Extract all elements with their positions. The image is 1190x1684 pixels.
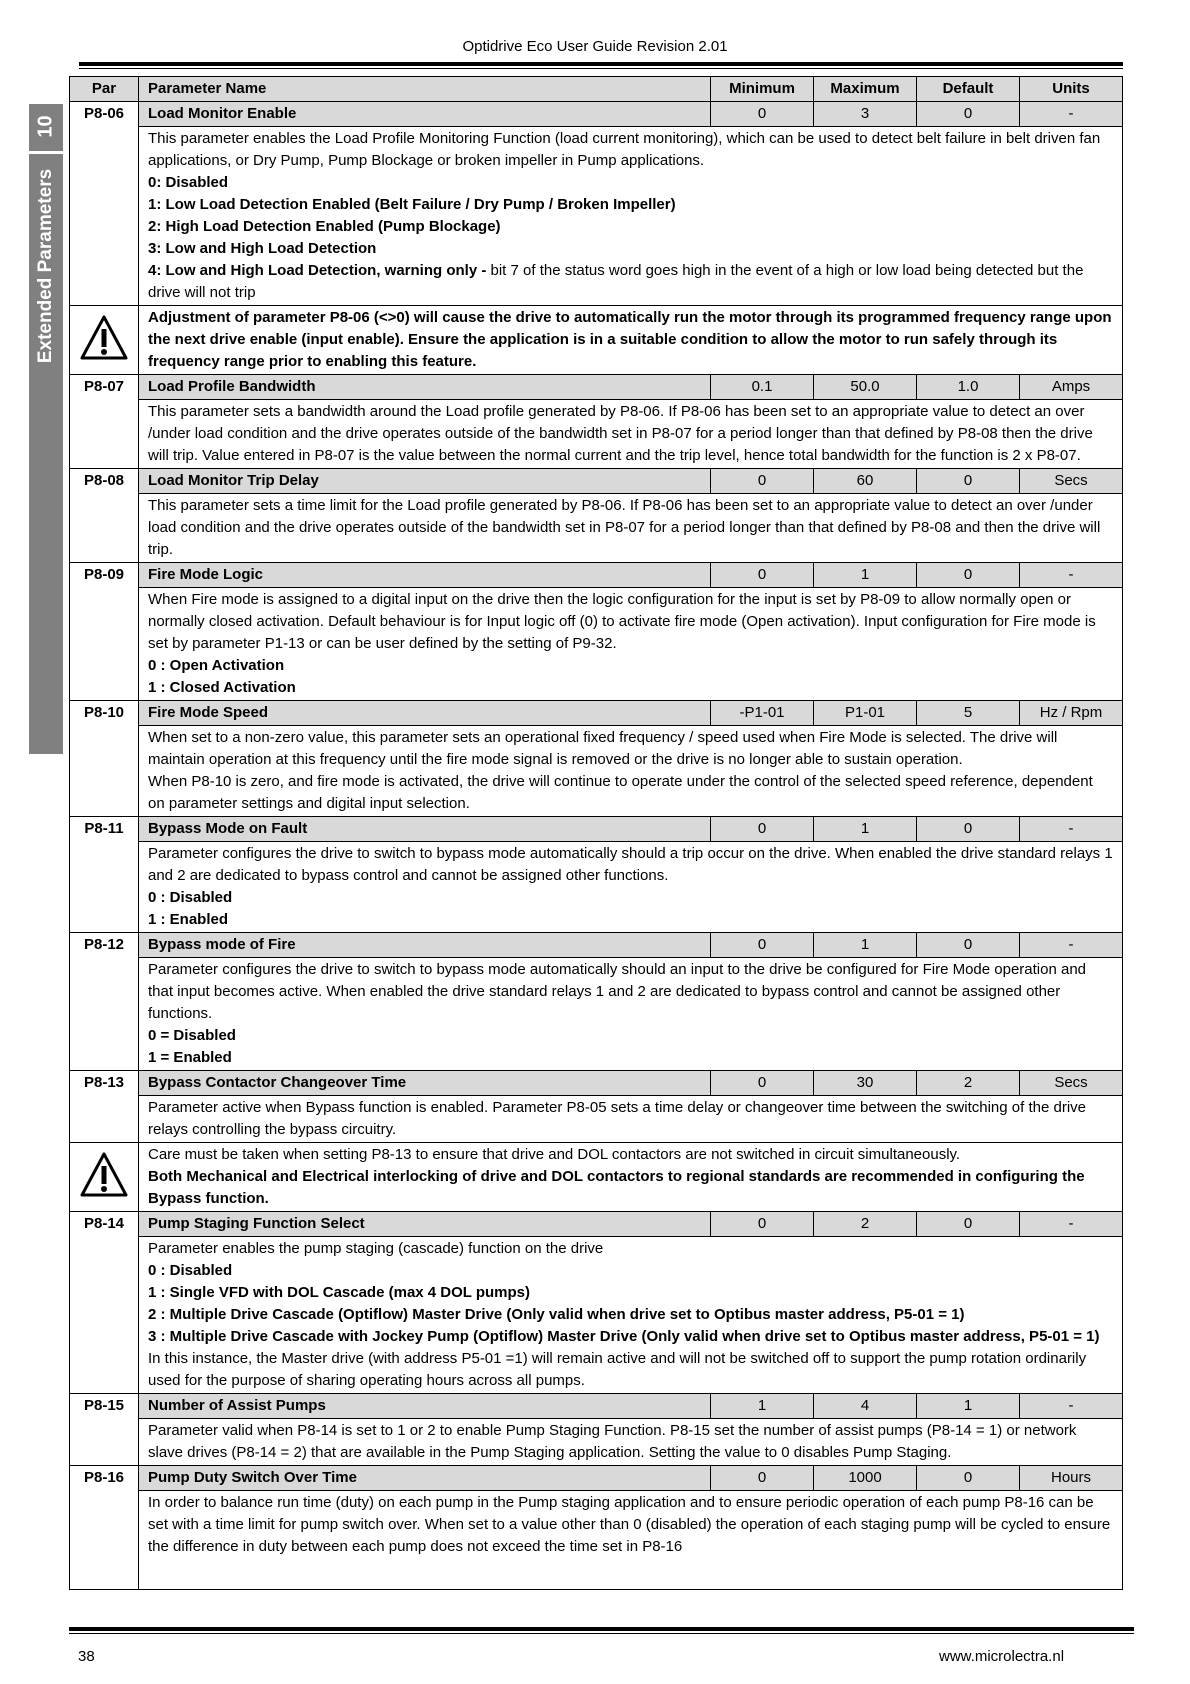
header-units: Units: [1020, 77, 1123, 102]
param-units: Secs: [1020, 1071, 1123, 1096]
param-code: P8-08: [70, 469, 139, 563]
param-row-p8-16: [70, 1466, 1123, 1491]
param-units: Secs: [1020, 469, 1123, 494]
param-units: -: [1020, 102, 1123, 127]
param-row-p8-09: [70, 563, 1123, 588]
param-units: Hours: [1020, 1466, 1123, 1491]
param-min: 0: [711, 102, 814, 127]
param-default: 0: [917, 817, 1020, 842]
param-code: P8-09: [70, 563, 139, 701]
param-max: 30: [814, 1071, 917, 1096]
option: 2 : Multiple Drive Cascade (Optiflow) Master Drive (Only valid when drive set to Optibus master address, P5-01 = 1): [148, 1306, 965, 1323]
param-row-p8-10: [70, 701, 1123, 726]
param-code: P8-07: [70, 375, 139, 469]
param-default: 1.0: [917, 375, 1020, 400]
warning-triangle-icon: [79, 1150, 129, 1198]
option: 4: Low and High Load Detection, warning only - bit 7 of the status word goes high in the event of a high or low load being detected but the drive will not trip: [148, 262, 1084, 301]
param-name: Number of Assist Pumps: [139, 1394, 711, 1419]
param-name: Load Monitor Enable: [139, 102, 711, 127]
option: 1 : Enabled: [148, 911, 229, 928]
param-code: P8-10: [70, 701, 139, 817]
side-tab-chapter: 10: [29, 104, 63, 149]
param-row-p8-15: [70, 1394, 1123, 1419]
param-row-p8-12: [70, 933, 1123, 958]
param-min: 0: [711, 817, 814, 842]
footer-url: www.microlectra.nl: [939, 1648, 1065, 1665]
param-code: P8-16: [70, 1466, 139, 1590]
param-default: 2: [917, 1071, 1020, 1096]
option: 0 : Disabled: [148, 889, 233, 906]
header-max: Maximum: [814, 77, 917, 102]
param-desc-row-p8-07: [70, 400, 1123, 469]
param-description: Parameter configures the drive to switch to bypass mode automatically should an input to the drive be configured for Fire Mode operation and that input becomes active. When enabled the drive standard relays 1 and 2 are dedicated to bypass control and cannot be assigned other functions. 0 = Disabled 1 = Enabled: [139, 958, 1123, 1071]
param-name: Bypass mode of Fire: [139, 933, 711, 958]
page-header-title: Optidrive Eco User Guide Revision 2.01: [462, 38, 728, 55]
param-desc-row-p8-14: [70, 1237, 1123, 1394]
param-max: P1-01: [814, 701, 917, 726]
header-rule-thin: [79, 68, 1123, 69]
param-min: 0: [711, 933, 814, 958]
param-units: -: [1020, 1394, 1123, 1419]
header-default: Default: [917, 77, 1020, 102]
param-desc-row-p8-06: [70, 127, 1123, 306]
param-name: Fire Mode Logic: [139, 563, 711, 588]
footer-rule-thin: [69, 1633, 1134, 1634]
param-row-p8-11: [70, 817, 1123, 842]
param-units: -: [1020, 1212, 1123, 1237]
param-desc-row-p8-10: [70, 726, 1123, 817]
warning-icon-cell: [70, 306, 139, 375]
param-desc-row-p8-15: [70, 1419, 1123, 1466]
page-number: 38: [78, 1648, 95, 1665]
param-description: This parameter sets a bandwidth around the Load profile generated by P8-06. If P8-06 has been set to an appropriate value to detect an over /under load condition and the drive operates outside of the bandwidth set in P8-07 for a period longer than that defined by P8-08 then the drive will trip. Value entered in P8-07 is the value between the normal current and the trip level, hence total bandwidth for the function is 2 x P8-07.: [139, 400, 1123, 469]
param-code: P8-11: [70, 817, 139, 933]
param-code: P8-13: [70, 1071, 139, 1143]
param-max: 1: [814, 817, 917, 842]
warning-triangle-icon: [79, 313, 129, 361]
param-description: This parameter sets a time limit for the Load profile generated by P8-06. If P8-06 has been set to an appropriate value to detect an over /under load condition and the drive operates outside of the bandwidth set in P8-07 for a period longer than that defined by P8-08 and then the drive will trip.: [139, 494, 1123, 563]
param-desc-row-p8-09: [70, 588, 1123, 701]
warning-text: Adjustment of parameter P8-06 (<>0) will cause the drive to automatically run the motor through its programmed frequency range upon the next drive enable (input enable). Ensure the application is in a suitable condition to allow the motor to run safely through its frequency range prior to enabling this feature.: [139, 306, 1123, 375]
param-code: P8-15: [70, 1394, 139, 1466]
option: 1 = Enabled: [148, 1049, 232, 1066]
param-description: Parameter valid when P8-14 is set to 1 or 2 to enable Pump Staging Function. P8-15 set the number of assist pumps (P8-14 = 1) or network slave drives (P8-14 = 2) that are available in the Pump Staging application. Setting the value to 0 disables Pump Staging.: [139, 1419, 1123, 1466]
param-max: 50.0: [814, 375, 917, 400]
param-row-p8-08: [70, 469, 1123, 494]
param-name: Bypass Contactor Changeover Time: [139, 1071, 711, 1096]
side-tab-label: Extended Parameters: [35, 168, 56, 364]
param-description: When Fire mode is assigned to a digital input on the drive then the logic configuration for the input is set by P8-09 to allow normally open or normally closed activation. Default behaviour is for Input logic off (0) to activate fire mode (Open activation). Input configuration for Fire mode is set by parameter P1-13 or can be user defined by the setting of P9-32. 0 : Open Activation 1 : Closed Activation: [139, 588, 1123, 701]
param-units: -: [1020, 817, 1123, 842]
option: 0 : Open Activation: [148, 657, 285, 674]
warning-text: Care must be taken when setting P8-13 to ensure that drive and DOL contactors are not switched in circuit simultaneously. Both Mechanical and Electrical interlocking of drive and DOL contactors to regional standards are recommended in configuring the Bypass function.: [139, 1143, 1123, 1212]
option: 0: Disabled: [148, 174, 229, 191]
param-default: 0: [917, 1466, 1020, 1491]
param-min: 0: [711, 1466, 814, 1491]
param-default: 5: [917, 701, 1020, 726]
param-units: -: [1020, 563, 1123, 588]
param-desc-row-p8-11: [70, 842, 1123, 933]
param-max: 2: [814, 1212, 917, 1237]
param-default: 0: [917, 1212, 1020, 1237]
option: 1 : Closed Activation: [148, 679, 296, 696]
param-units: Amps: [1020, 375, 1123, 400]
option: 2: High Load Detection Enabled (Pump Blockage): [148, 218, 501, 235]
param-max: 1: [814, 933, 917, 958]
header-par: Par: [70, 77, 139, 102]
param-row-p8-14: [70, 1212, 1123, 1237]
param-name: Load Profile Bandwidth: [139, 375, 711, 400]
param-max: 60: [814, 469, 917, 494]
param-default: 0: [917, 933, 1020, 958]
param-default: 0: [917, 469, 1020, 494]
option: 0 = Disabled: [148, 1027, 236, 1044]
param-code: P8-12: [70, 933, 139, 1071]
param-min: 0.1: [711, 375, 814, 400]
param-description: Parameter enables the pump staging (cascade) function on the drive 0 : Disabled 1 : Single VFD with DOL Cascade (max 4 DOL pumps) 2 : Multiple Drive Cascade (Optiflow) Master Drive (Only valid when drive set to Optibus master address, P5-01 = 1) 3 : Multiple Drive Cascade with Jockey Pump (Optiflow) Master Drive (Only valid when drive set to Optibus master address, P5-01 = 1) In this instance, the Master drive (with address P5-01 =1) will remain active and will not be switched off to support the pump rotation ordinarily used for the purpose of sharing operating hours across all pumps.: [139, 1237, 1123, 1394]
param-name: Bypass Mode on Fault: [139, 817, 711, 842]
param-code: P8-06: [70, 102, 139, 306]
option: 3: Low and High Load Detection: [148, 240, 377, 257]
param-code: P8-14: [70, 1212, 139, 1394]
option: 3 : Multiple Drive Cascade with Jockey Pump (Optiflow) Master Drive (Only valid when drive set to Optibus master address, P5-01 = 1) In this instance, the Master drive (with address P5-01 =1) will remain active and will not be switched off to support the pump rotation ordinarily used for the purpose of sharing operating hours across all pumps.: [148, 1328, 1100, 1389]
param-min: 0: [711, 1071, 814, 1096]
param-units: -: [1020, 933, 1123, 958]
param-min: -P1-01: [711, 701, 814, 726]
param-desc-row-p8-16: [70, 1491, 1123, 1590]
param-max: 1: [814, 563, 917, 588]
warning-row-p8-06: [70, 306, 1123, 375]
param-default: 0: [917, 102, 1020, 127]
table-header-row: [70, 77, 1123, 102]
param-units: Hz / Rpm: [1020, 701, 1123, 726]
param-min: 0: [711, 1212, 814, 1237]
param-name: Pump Duty Switch Over Time: [139, 1466, 711, 1491]
param-max: 3: [814, 102, 917, 127]
param-desc-row-p8-08: [70, 494, 1123, 563]
param-description: This parameter enables the Load Profile Monitoring Function (load current monitoring), which can be used to detect belt failure in belt driven fan applications, or Dry Pump, Pump Blockage or broken impeller in Pump applications. 0: Disabled 1: Low Load Detection Enabled (Belt Failure / Dry Pump / Broken Impeller) 2: High Load Detection Enabled (Pump Blockage) 3: Low and High Load Detection 4: Low and High Load Detection, warning only - bit 7 of the status word goes high in the event of a high or low load being detected but the drive will not trip: [139, 127, 1123, 306]
parameter-table: [69, 76, 1123, 1590]
option: 0 : Disabled: [148, 1262, 233, 1279]
warning-icon-cell: [70, 1143, 139, 1212]
option: 1 : Single VFD with DOL Cascade (max 4 DOL pumps): [148, 1284, 531, 1301]
param-description: Parameter configures the drive to switch to bypass mode automatically should a trip occur on the drive. When enabled the drive standard relays 1 and 2 are dedicated to bypass control and cannot be assigned other functions. 0 : Disabled 1 : Enabled: [139, 842, 1123, 933]
warning-row-p8-13: [70, 1143, 1123, 1212]
param-row-p8-13: [70, 1071, 1123, 1096]
param-row-p8-06: [70, 102, 1123, 127]
option: 1: Low Load Detection Enabled (Belt Failure / Dry Pump / Broken Impeller): [148, 196, 676, 213]
param-min: 0: [711, 469, 814, 494]
param-name: Pump Staging Function Select: [139, 1212, 711, 1237]
param-description: In order to balance run time (duty) on each pump in the Pump staging application and to ensure periodic operation of each pump P8-16 can be set with a time limit for pump switch over. When set to a value other than 0 (disabled) the operation of each staging pump will be cycled to ensure the difference in duty between each pump does not exceed the time set in P8-16: [139, 1491, 1123, 1590]
param-row-p8-07: [70, 375, 1123, 400]
param-description: When set to a non-zero value, this parameter sets an operational fixed frequency / speed used when Fire Mode is selected. The drive will maintain operation at this frequency until the fire mode signal is removed or the drive is no longer able to sustain operation. When P8-10 is zero, and fire mode is activated, the drive will continue to operate under the control of the selected speed reference, dependent on parameter settings and digital input selection.: [139, 726, 1123, 817]
param-desc-row-p8-13: [70, 1096, 1123, 1143]
param-max: 4: [814, 1394, 917, 1419]
param-desc-row-p8-12: [70, 958, 1123, 1071]
param-default: 0: [917, 563, 1020, 588]
header-min: Minimum: [711, 77, 814, 102]
header-name: Parameter Name: [139, 77, 711, 102]
param-default: 1: [917, 1394, 1020, 1419]
param-description: Parameter active when Bypass function is enabled. Parameter P8-05 sets a time delay or changeover time between the switching of the drive relays controlling the bypass circuitry.: [139, 1096, 1123, 1143]
param-name: Load Monitor Trip Delay: [139, 469, 711, 494]
param-min: 0: [711, 563, 814, 588]
param-min: 1: [711, 1394, 814, 1419]
footer-rule-thick: [69, 1627, 1134, 1631]
header-rule-thick: [79, 62, 1123, 66]
param-name: Fire Mode Speed: [139, 701, 711, 726]
param-max: 1000: [814, 1466, 917, 1491]
side-tab-separator: [29, 151, 63, 154]
